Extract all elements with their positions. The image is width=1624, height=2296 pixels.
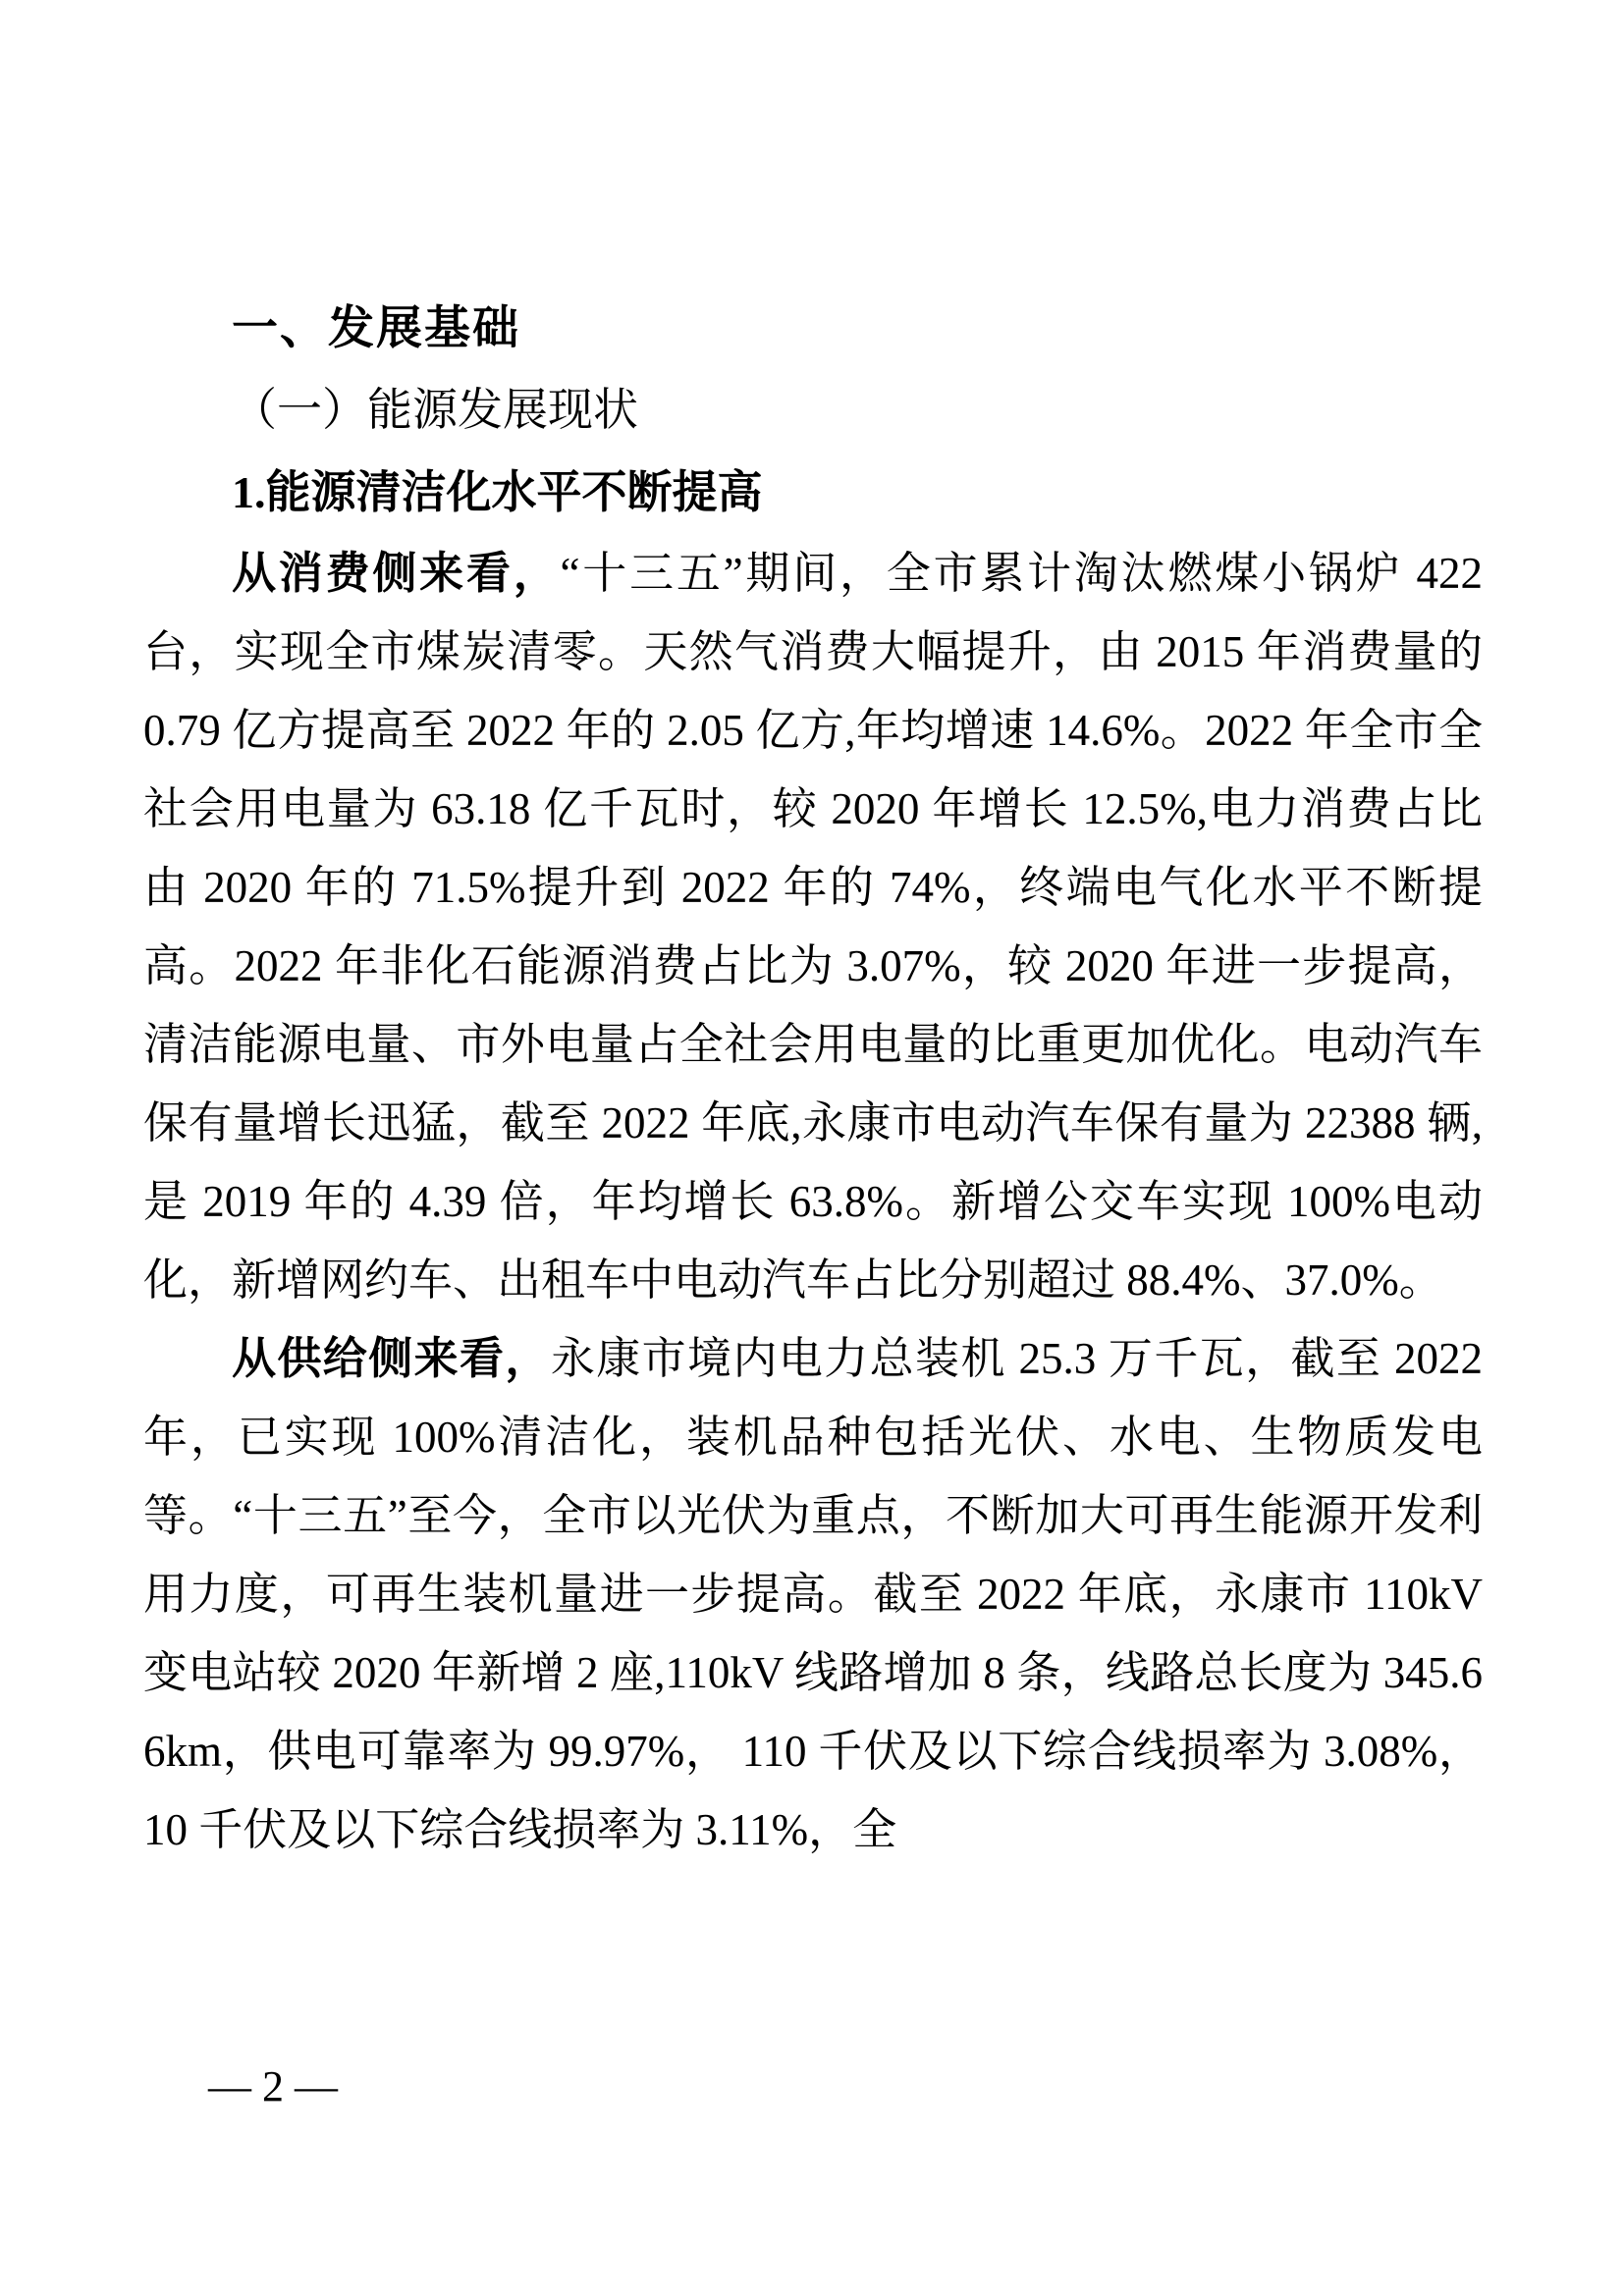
paragraph-supply-side xyxy=(143,1319,1483,1869)
section-heading-level2: （一）能源发展现状 xyxy=(232,385,638,435)
paragraph-lead-supply: 从供给侧来看， xyxy=(232,1334,551,1383)
document-content xyxy=(143,287,1483,1869)
paragraph-lead-consumption: 从消费侧来看， xyxy=(232,549,561,598)
section-heading-level3: 1.能源清洁化水平不断提高 xyxy=(232,467,763,517)
paragraph-body-supply: 永康市境内电力总装机 25.3 万千瓦，截至 2022 年，已实现 100%清洁化，装机品种包括光伏、水电、生物质发电等。“十三五”至今，全市以光伏为重点，不断加大可再生能源开发利用力度，可再生装机量进一步提高。截至 2022 年底，永康市 110kV 变电站较 2020 年新增 2 座,110kV 线路增加 8 条，线路总长度为 345.66km，供电可靠率为 99.97%， 110 千伏及以下综合线损率为 3.08%，10 千伏及以下综合线损率为 3.11%，全 xyxy=(143,1334,1483,1854)
page-number: — 2 — xyxy=(208,2062,338,2110)
section-heading-level1: 一、发展基础 xyxy=(232,301,520,353)
paragraph-consumption-side xyxy=(143,534,1483,1319)
paragraph-body-consumption: “十三五”期间，全市累计淘汰燃煤小锅炉 422 台，实现全市煤炭清零。天然气消费大幅提升，由 2015 年消费量的 0.79 亿方提高至 2022 年的 2.05 亿方,年均增速 14.6%。2022 年全市全社会用电量为 63.18 亿千瓦时，较 2020 年增长 12.5%,电力消费占比由 2020 年的 71.5%提升到 2022 年的 74%，终端电气化水平不断提高。2022 年非化石能源消费占比为 3.07%，较 2020 年进一步提高，清洁能源电量、市外电量占全社会用电量的比重更加优化。电动汽车保有量增长迅猛，截至 2022 年底,永康市电动汽车保有量为 22388 辆,是 2019 年的 4.39 倍，年均增长 63.8%。新增公交车实现 100%电动化，新增网约车、出租车中电动汽车占比分别超过 88.4%、37.0%。 xyxy=(143,549,1483,1305)
